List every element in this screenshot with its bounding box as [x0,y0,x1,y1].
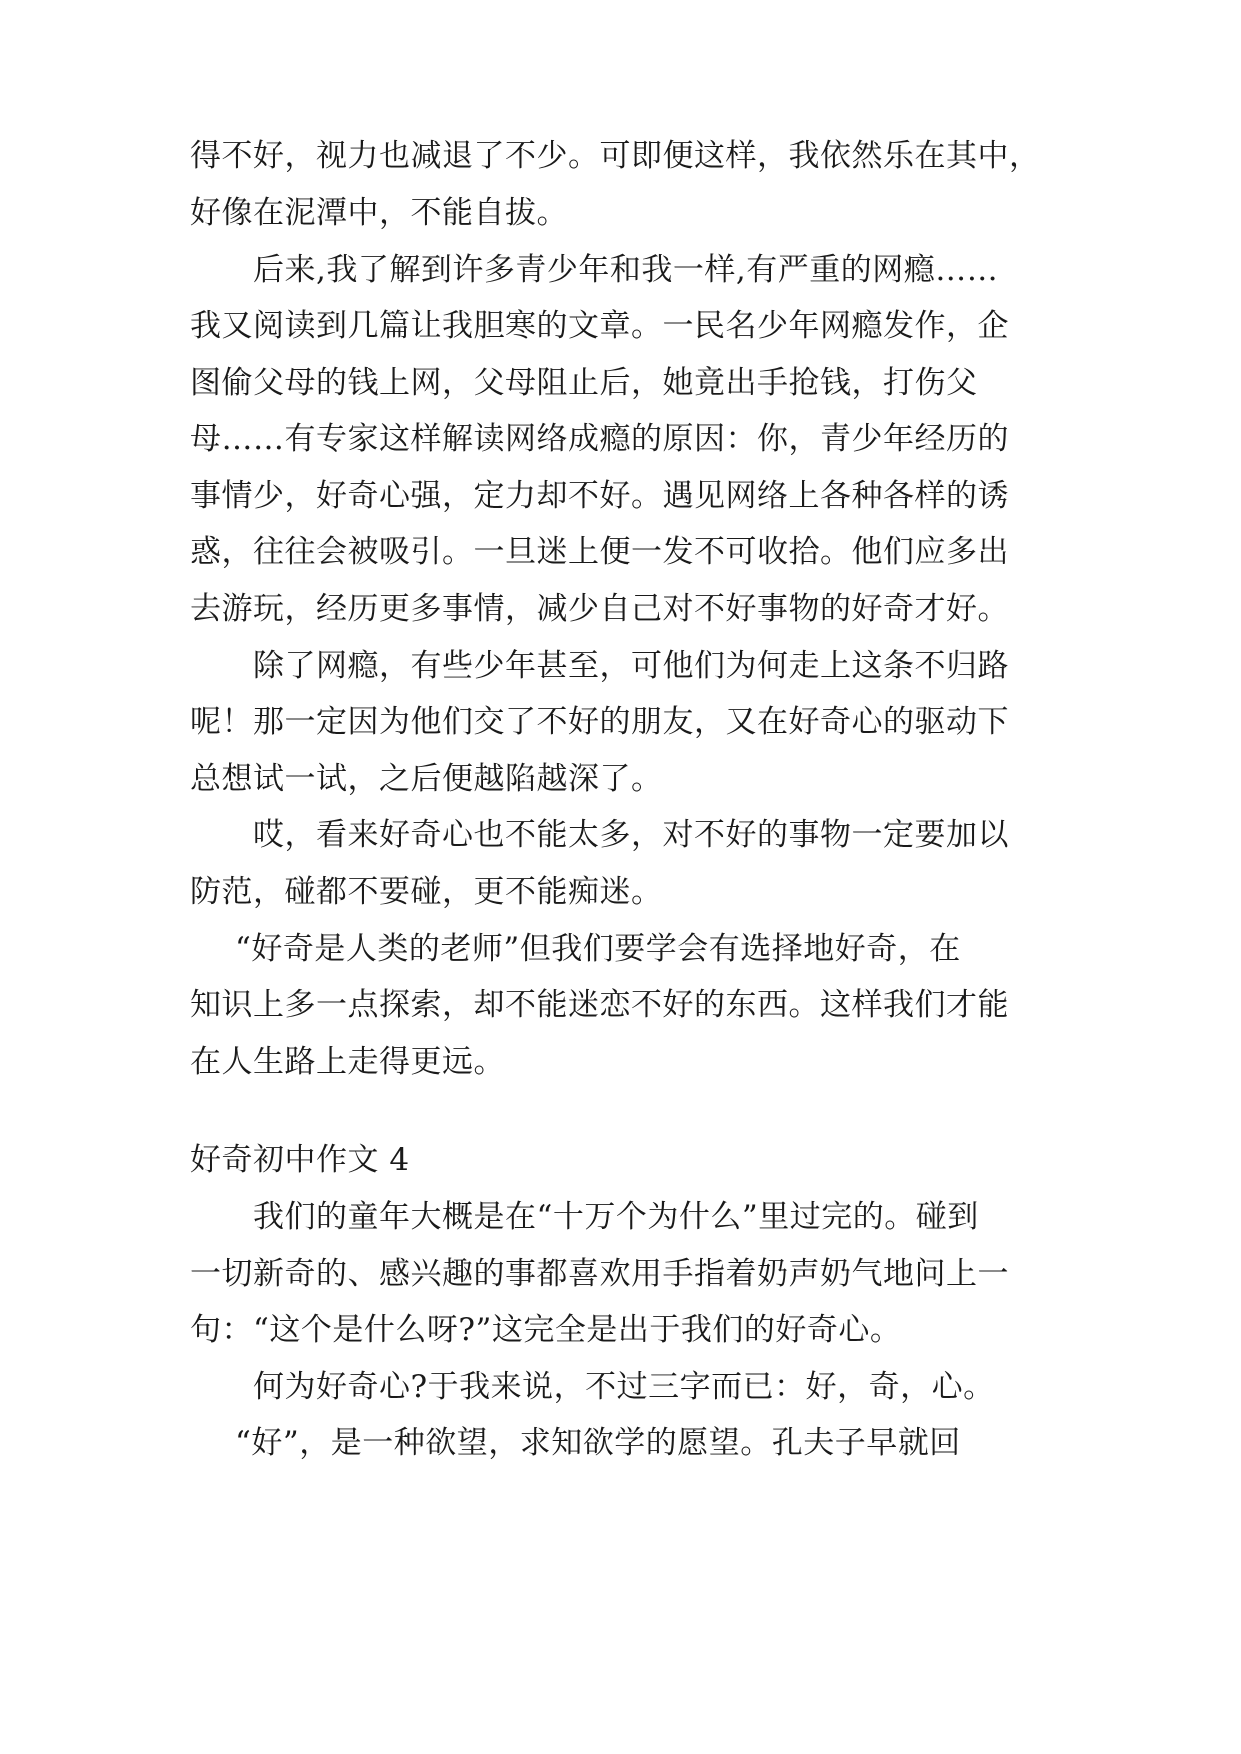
text-line: 去游玩，经历更多事情，减少自己对不好事物的好奇才好。 [190,591,1009,627]
text-line: 事情少，好奇心强，定力却不好。遇见网络上各种各样的诱 [190,478,1009,514]
text-line: 句：“这个是什么呀?”这完全是出于我们的好奇心。 [190,1312,902,1348]
text-line: 一切新奇的、感兴趣的事都喜欢用手指着奶声奶气地问上一 [190,1256,1009,1292]
text-line: 母……有专家这样解读网络成瘾的原因：你，青少年经历的 [190,421,1009,457]
paragraph-start: 哎，看来好奇心也不能太多，对不好的事物一定要加以 [253,817,1009,853]
text-line: 得不好，视力也减退了不少。可即便这样，我依然乐在其中， [190,138,1041,174]
paragraph-start: “好”，是一种欲望，求知欲学的愿望。孔夫子早就回 [235,1425,961,1461]
paragraph-start: 除了网瘾，有些少年甚至，可他们为何走上这条不归路 [253,648,1009,684]
text-line: 知识上多一点探索，却不能迷恋不好的东西。这样我们才能 [190,987,1009,1023]
paragraph-start: “好奇是人类的老师”但我们要学会有选择地好奇，在 [235,931,961,967]
paragraph-start: 我们的童年大概是在“十万个为什么”里过完的。碰到 [253,1199,979,1235]
paragraph-start: 后来,我了解到许多青少年和我一样,有严重的网瘾…… [253,252,999,288]
text-line: 防范，碰都不要碰，更不能痴迷。 [190,874,663,910]
text-line: 总想试一试，之后便越陷越深了。 [190,761,663,797]
text-line: 惑，往往会被吸引。一旦迷上便一发不可收拾。他们应多出 [190,534,1009,570]
text-line: 图偷父母的钱上网，父母阻止后，她竟出手抢钱，打伤父 [190,365,978,401]
text-line: 在人生路上走得更远。 [190,1044,505,1080]
paragraph-start: 何为好奇心?于我来说，不过三字而已：好，奇，心。 [253,1369,995,1405]
text-line: 呢！那一定因为他们交了不好的朋友，又在好奇心的驱动下 [190,704,1009,740]
text-line: 我又阅读到几篇让我胆寒的文章。一民名少年网瘾发作，企 [190,308,1009,344]
text-line: 好像在泥潭中，不能自拔。 [190,195,568,231]
section-heading: 好奇初中作文 4 [190,1142,410,1178]
